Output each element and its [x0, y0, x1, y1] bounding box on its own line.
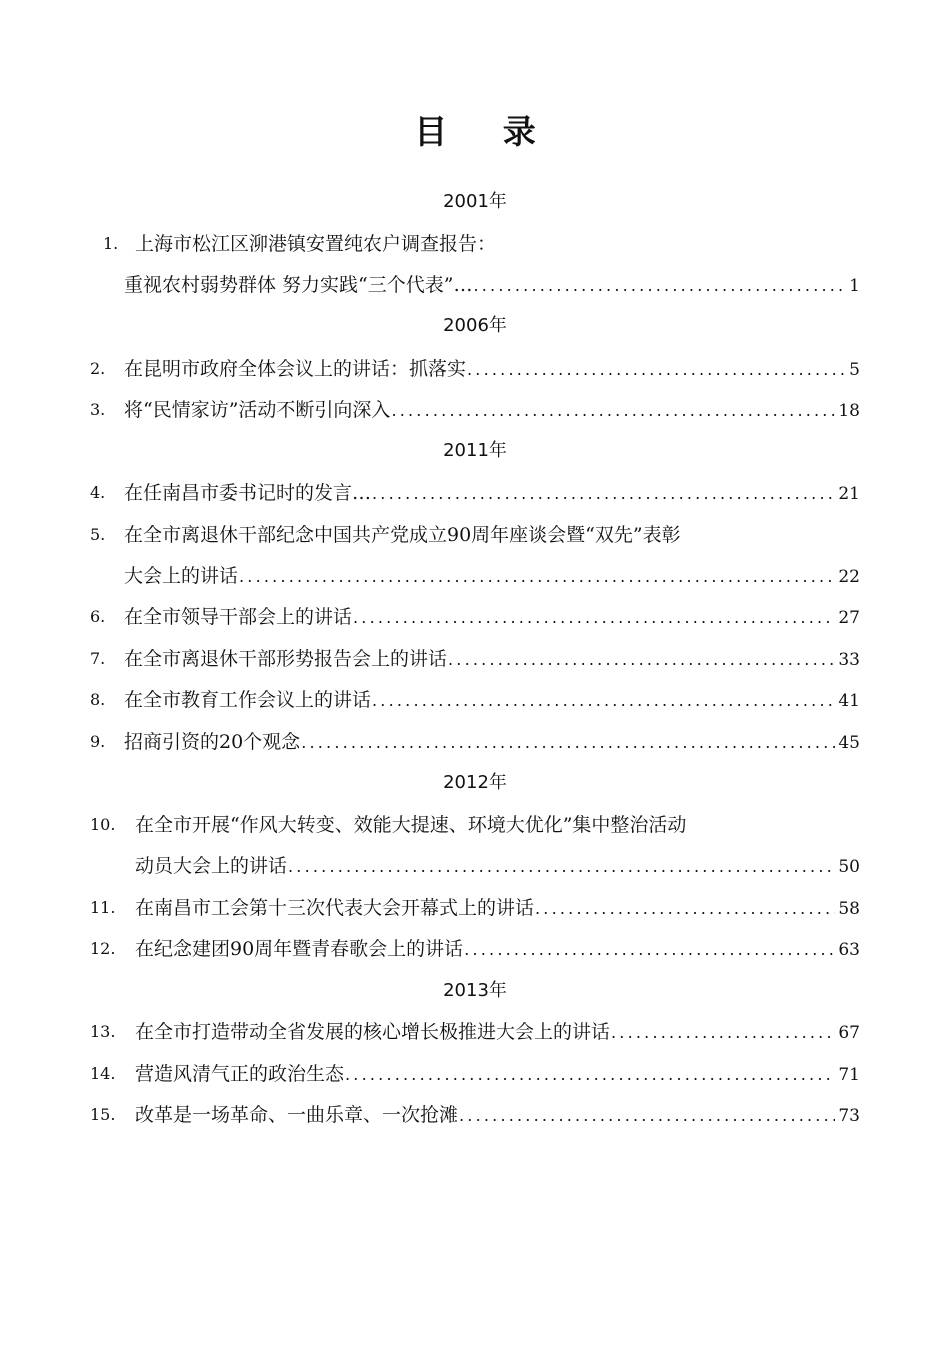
year-heading-2011: 2011年	[443, 440, 507, 461]
page-number: 58	[838, 899, 860, 919]
dot-leader	[448, 647, 835, 673]
page-number: 71	[838, 1065, 860, 1085]
page-number: 1	[849, 276, 860, 296]
dot-leader	[353, 605, 835, 631]
entry-title: 在南昌市工会第十三次代表大会开幕式上的讲话	[135, 897, 535, 919]
year-heading-2013: 2013年	[443, 980, 507, 1001]
page-number: 27	[838, 608, 860, 628]
toc-entry-line[interactable]	[124, 272, 860, 298]
entry-title: 在全市教育工作会议上的讲话	[124, 689, 372, 711]
dot-leader	[459, 1103, 835, 1129]
entry-title: 将“民情家访”活动不断引向深入	[124, 399, 391, 421]
dot-leader	[239, 564, 835, 590]
page-number: 67	[838, 1023, 860, 1043]
dot-leader	[288, 854, 835, 880]
entry-title: 改革是一场革命、一曲乐章、一次抢滩	[135, 1104, 459, 1126]
dot-leader	[464, 937, 835, 963]
dot-leader	[391, 398, 835, 424]
entry-number: 5.	[90, 525, 106, 544]
toc-entry-line[interactable]	[135, 1102, 860, 1128]
entry-number: 3.	[90, 400, 106, 419]
entry-title: 在全市领导干部会上的讲话	[124, 606, 353, 628]
entry-number: 9.	[90, 732, 106, 751]
entry-title: 上海市松江区泖港镇安置纯农户调查报告：	[135, 233, 497, 255]
dot-leader	[535, 896, 835, 922]
entry-title: 在任南昌市委书记时的发言…	[124, 482, 372, 504]
year-heading-2001: 2001年	[443, 191, 507, 212]
dot-leader	[611, 1020, 835, 1046]
page-title: 目 录	[414, 112, 558, 151]
toc-entry-line[interactable]	[124, 729, 860, 755]
page-number: 41	[838, 691, 860, 711]
page-number: 18	[838, 401, 860, 421]
entry-title: 动员大会上的讲话	[135, 855, 288, 877]
dot-leader	[345, 1062, 835, 1088]
toc-entry-line[interactable]	[135, 812, 860, 838]
entry-number: 14.	[90, 1064, 116, 1083]
entry-title: 在全市打造带动全省发展的核心增长极推进大会上的讲话	[135, 1021, 611, 1043]
year-heading-2006: 2006年	[443, 315, 507, 336]
toc-entry-line[interactable]	[124, 522, 860, 548]
toc-entry-line[interactable]	[135, 936, 860, 962]
entry-number: 15.	[90, 1105, 116, 1124]
page-number: 50	[838, 857, 860, 877]
toc-entry-line[interactable]	[135, 231, 860, 257]
toc-entry-line[interactable]	[124, 687, 860, 713]
entry-title: 在昆明市政府全体会议上的讲话：抓落实	[124, 358, 467, 380]
entry-title: 在纪念建团90周年暨青春歌会上的讲话	[135, 938, 464, 960]
toc-entry-line[interactable]	[124, 646, 860, 672]
entry-number: 1.	[103, 234, 119, 253]
dot-leader	[473, 273, 846, 299]
entry-title: 重视农村弱势群体 努力实践“三个代表”…	[124, 274, 473, 296]
entry-title: 在全市开展“作风大转变、效能大提速、环境大优化”集中整治活动	[135, 814, 687, 836]
page-number: 33	[838, 650, 860, 670]
entry-number: 2.	[90, 359, 106, 378]
entry-number: 12.	[90, 939, 116, 958]
toc-entry-line[interactable]	[135, 895, 860, 921]
toc-entry-line[interactable]	[135, 1019, 860, 1045]
entry-title: 营造风清气正的政治生态	[135, 1063, 345, 1085]
dot-leader	[467, 357, 846, 383]
entry-number: 10.	[90, 815, 116, 834]
dot-leader	[301, 730, 835, 756]
page-number: 63	[838, 940, 860, 960]
toc-entry-line[interactable]	[135, 1061, 860, 1087]
entry-title: 招商引资的20个观念	[124, 731, 301, 753]
entry-number: 4.	[90, 483, 106, 502]
entry-number: 6.	[90, 607, 106, 626]
toc-entry-line[interactable]	[124, 397, 860, 423]
page-number: 22	[838, 567, 860, 587]
entry-number: 8.	[90, 690, 106, 709]
page-number: 5	[849, 360, 860, 380]
toc-entry-line[interactable]	[124, 604, 860, 630]
page-number: 45	[838, 733, 860, 753]
toc-entry-line[interactable]	[124, 480, 860, 506]
entry-title: 在全市离退休干部纪念中国共产党成立90周年座谈会暨“双先”表彰	[124, 524, 681, 546]
dot-leader	[372, 688, 835, 714]
dot-leader	[372, 481, 835, 507]
toc-entry-line[interactable]	[135, 853, 860, 879]
toc-entry-line[interactable]	[124, 563, 860, 589]
entry-number: 7.	[90, 649, 106, 668]
page-number: 73	[838, 1106, 860, 1126]
year-heading-2012: 2012年	[443, 772, 507, 793]
page-number: 21	[838, 484, 860, 504]
entry-number: 11.	[90, 898, 116, 917]
toc-entry-line[interactable]	[124, 356, 860, 382]
entry-title: 在全市离退休干部形势报告会上的讲话	[124, 648, 448, 670]
entry-number: 13.	[90, 1022, 116, 1041]
entry-title: 大会上的讲话	[124, 565, 239, 587]
